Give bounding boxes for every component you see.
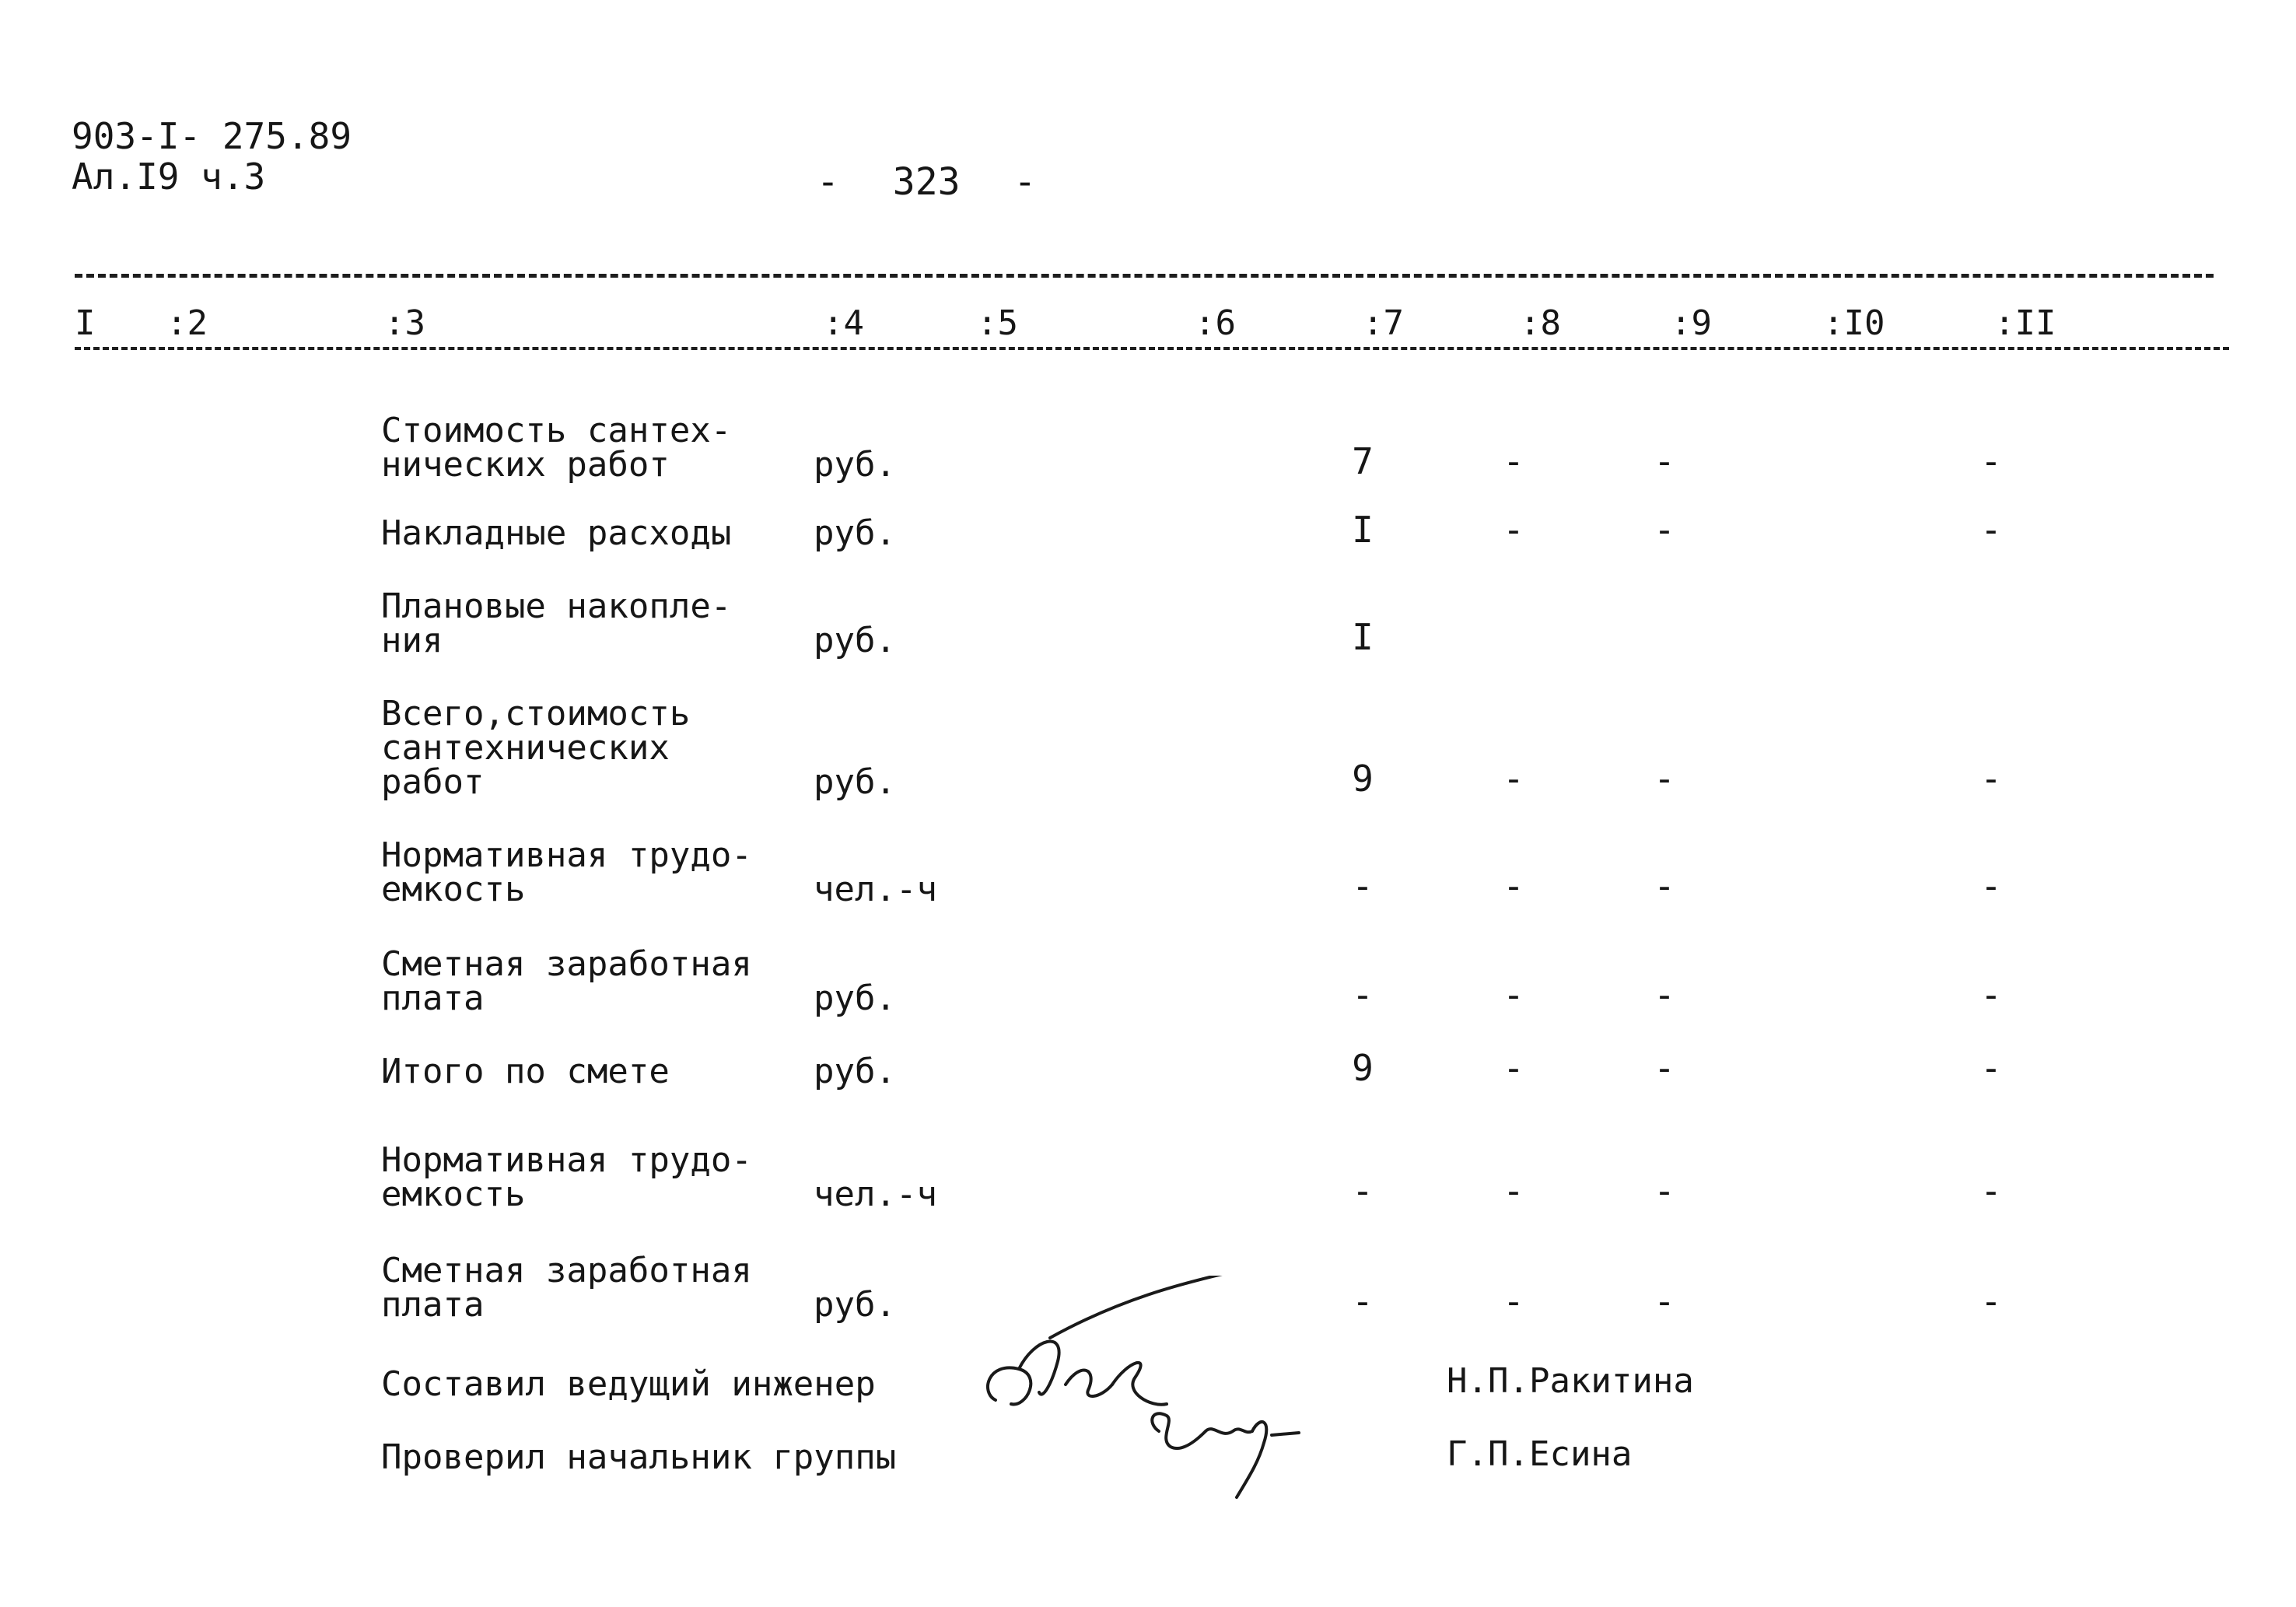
document-code: 903-I- 275.89	[72, 115, 352, 157]
row-value-c11: -	[1980, 1170, 2002, 1212]
row-value-c9: -	[1654, 440, 1675, 482]
row-label-line: ния	[381, 621, 443, 660]
checked-by-name: Г.П.Есина	[1447, 1434, 1633, 1474]
row-label-line: Всего,стоимость	[381, 694, 691, 733]
row-value-c9: -	[1654, 865, 1675, 907]
row-unit: руб.	[814, 445, 896, 485]
row-value-c8: -	[1503, 440, 1524, 482]
row-unit: руб.	[814, 621, 896, 660]
row-unit: руб.	[814, 513, 896, 553]
top-dashed-rule	[75, 274, 2214, 278]
row-label-line: Итого по смете	[381, 1052, 670, 1091]
column-number: :II	[1994, 303, 2056, 343]
column-number: :4	[823, 303, 864, 343]
row-label-line: плата	[381, 979, 485, 1018]
row-value-c9: -	[1654, 758, 1675, 800]
row-value-c7: -	[1352, 1280, 1374, 1322]
row-value-c8: -	[1503, 1170, 1524, 1212]
row-value-c8: -	[1503, 509, 1524, 551]
row-value-c11: -	[1980, 440, 2002, 482]
checked-by-label: Проверил начальник группы	[381, 1437, 897, 1477]
row-value-c9: -	[1654, 1280, 1675, 1322]
row-value-c7: -	[1352, 1170, 1374, 1212]
row-value-c11: -	[1980, 865, 2002, 907]
row-value-c8: -	[1503, 758, 1524, 800]
signature-stroke	[1237, 1422, 1266, 1497]
column-number: :I0	[1823, 303, 1885, 343]
row-unit: чел.-ч	[814, 870, 937, 909]
row-value-c11: -	[1980, 509, 2002, 551]
row-label-line: работ	[381, 762, 485, 802]
signature-stroke	[1066, 1370, 1112, 1396]
column-header-underline	[75, 347, 2229, 350]
row-unit: руб.	[814, 762, 896, 802]
column-number: :9	[1671, 303, 1712, 343]
row-value-c7: 7	[1352, 440, 1374, 482]
row-value-c11: -	[1980, 974, 2002, 1016]
row-label-line: Нормативная трудо-	[381, 1140, 752, 1180]
row-value-c7: 9	[1352, 758, 1374, 800]
handwritten-signatures	[964, 1276, 1353, 1509]
signature-stroke	[1152, 1413, 1206, 1448]
row-value-c8: -	[1503, 974, 1524, 1016]
signature-stroke	[1112, 1363, 1167, 1405]
row-label-line: Сметная заработная	[381, 1251, 752, 1290]
row-label-line: емкость	[381, 870, 526, 909]
row-label-line: Накладные расходы	[381, 513, 732, 553]
row-value-c9: -	[1654, 974, 1675, 1016]
row-unit: руб.	[814, 979, 896, 1018]
column-number: :2	[166, 303, 208, 343]
row-value-c8: -	[1503, 1047, 1524, 1089]
page-number: - 323 -	[817, 160, 1037, 204]
row-value-c8: -	[1503, 1280, 1524, 1322]
row-label-line: Нормативная трудо-	[381, 835, 752, 875]
signature-stroke	[1019, 1342, 1059, 1395]
composed-by-label: Составил ведущий инженер	[381, 1364, 876, 1404]
row-value-c7: I	[1352, 509, 1374, 551]
composed-by-name: Н.П.Ракитина	[1447, 1361, 1694, 1401]
row-value-c9: -	[1654, 1047, 1675, 1089]
row-label-line: емкость	[381, 1175, 526, 1214]
row-value-c9: -	[1654, 1170, 1675, 1212]
column-number: :6	[1195, 303, 1236, 343]
column-number: :7	[1363, 303, 1404, 343]
row-value-c9: -	[1654, 509, 1675, 551]
column-number: :5	[977, 303, 1018, 343]
row-unit: руб.	[814, 1285, 896, 1325]
row-label-line: плата	[381, 1285, 485, 1325]
column-number: :8	[1520, 303, 1561, 343]
row-label-line: Плановые накопле-	[381, 586, 732, 626]
row-value-c7: -	[1352, 865, 1374, 907]
column-number: I	[75, 303, 96, 343]
row-value-c7: 9	[1352, 1047, 1374, 1089]
row-value-c7: -	[1352, 974, 1374, 1016]
row-value-c11: -	[1980, 1280, 2002, 1322]
signature-stroke	[1272, 1433, 1299, 1435]
row-value-c11: -	[1980, 758, 2002, 800]
signature-stroke	[988, 1367, 1031, 1404]
row-value-c8: -	[1503, 865, 1524, 907]
row-unit: руб.	[814, 1052, 896, 1091]
album-reference: Ал.I9 ч.3	[72, 156, 266, 198]
signature-stroke	[1050, 1276, 1229, 1338]
row-value-c11: -	[1980, 1047, 2002, 1089]
row-value-c7: I	[1352, 616, 1374, 658]
row-label-line: Сметная заработная	[381, 944, 752, 984]
signature-stroke	[1206, 1429, 1252, 1434]
row-label-line: Стоимость сантех-	[381, 411, 732, 450]
row-label-line: нических работ	[381, 445, 670, 485]
row-unit: чел.-ч	[814, 1175, 937, 1214]
row-label-line: сантехнических	[381, 728, 670, 768]
column-number: :3	[384, 303, 425, 343]
